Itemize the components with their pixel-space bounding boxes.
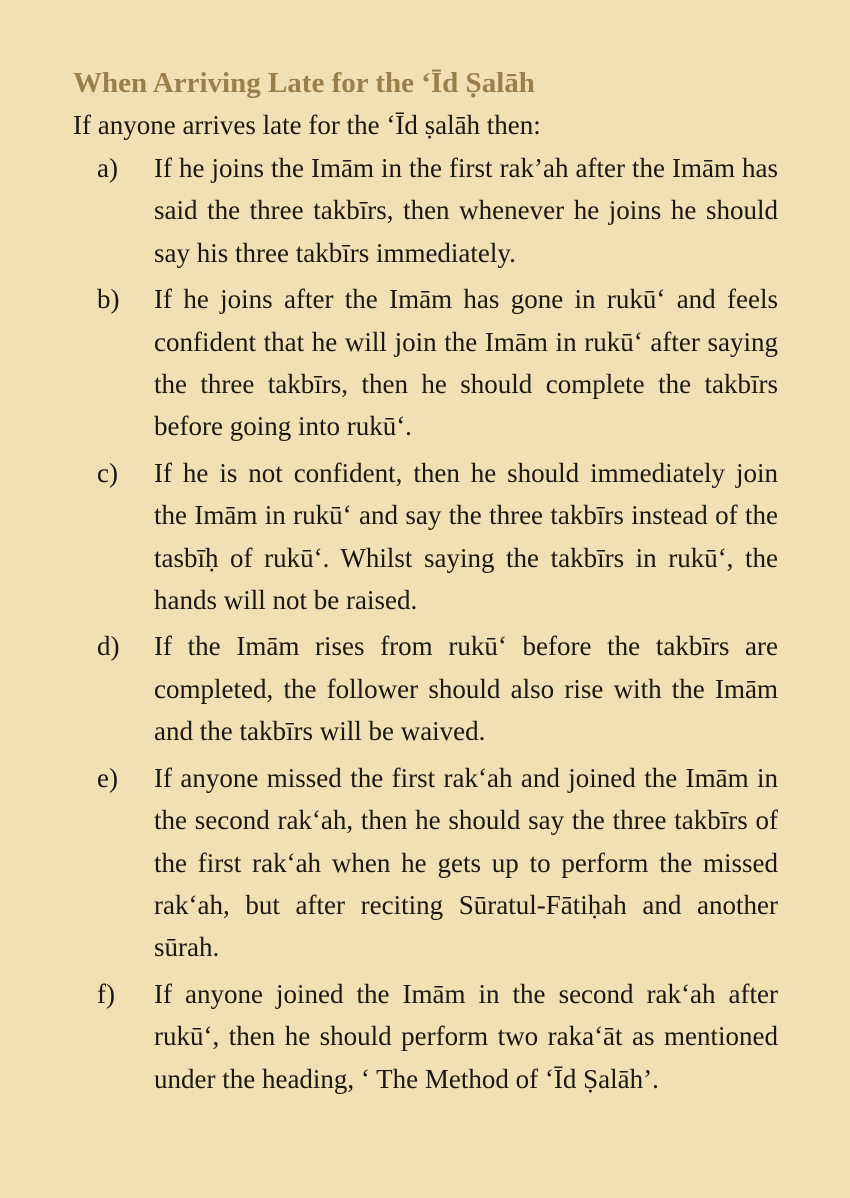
list-item [73,973,778,1100]
list-item-text: If he joins the Imām in the first rak’ah after the Imām has said the three takbīrs, then whenever he joins he should say his three takbīrs immediately. [154,153,778,268]
list-item [73,147,778,274]
list-item-text: If anyone joined the Imām in the second rak‘ah after rukū‘, then he should perform two raka‘āt as mentioned under the heading, ‘ The Method of ‘Īd Ṣalāh’. [154,978,778,1094]
list-item-text: If he joins after the Imām has gone in rukū‘ and feels confident that he will join the Imām in rukū‘ after saying the three takbīrs, then he should complete the takbīrs before going into rukū‘. [154,284,778,442]
list-item [73,452,778,622]
list-item-text: If he is not confident, then he should immediately join the Imām in rukū‘ and say the three takbīrs instead of the tasbīḥ of rukū‘. Whilst saying the takbīrs in rukū‘, the hands will not be raised. [154,457,778,616]
list-item [73,278,778,448]
list-marker: e) [97,762,118,793]
ruling-list [73,147,778,1100]
list-item-text: If anyone missed the first rak‘ah and joined the Imām in the second rak‘ah, then he should say the three takbīrs of the first rak‘ah when he gets up to perform the missed rak‘ah, but after reciting Sūratul-Fātiḥah and another sūrah. [154,762,778,963]
list-marker: c) [97,457,118,488]
list-item [73,757,778,969]
section-heading: When Arriving Late for the ‘Īd Ṣalāh [73,67,535,99]
list-marker: a) [97,153,118,183]
list-item-text: If the Imām rises from rukū‘ before the takbīrs are completed, the follower should also rise with the Imām and the takbīrs will be waived. [154,631,778,747]
intro-paragraph: If anyone arrives late for the ‘Īd ṣalāh then: [73,110,541,140]
list-item [73,625,778,752]
list-marker: d) [97,631,120,662]
list-marker: f) [97,978,115,1009]
list-marker: b) [97,284,120,315]
